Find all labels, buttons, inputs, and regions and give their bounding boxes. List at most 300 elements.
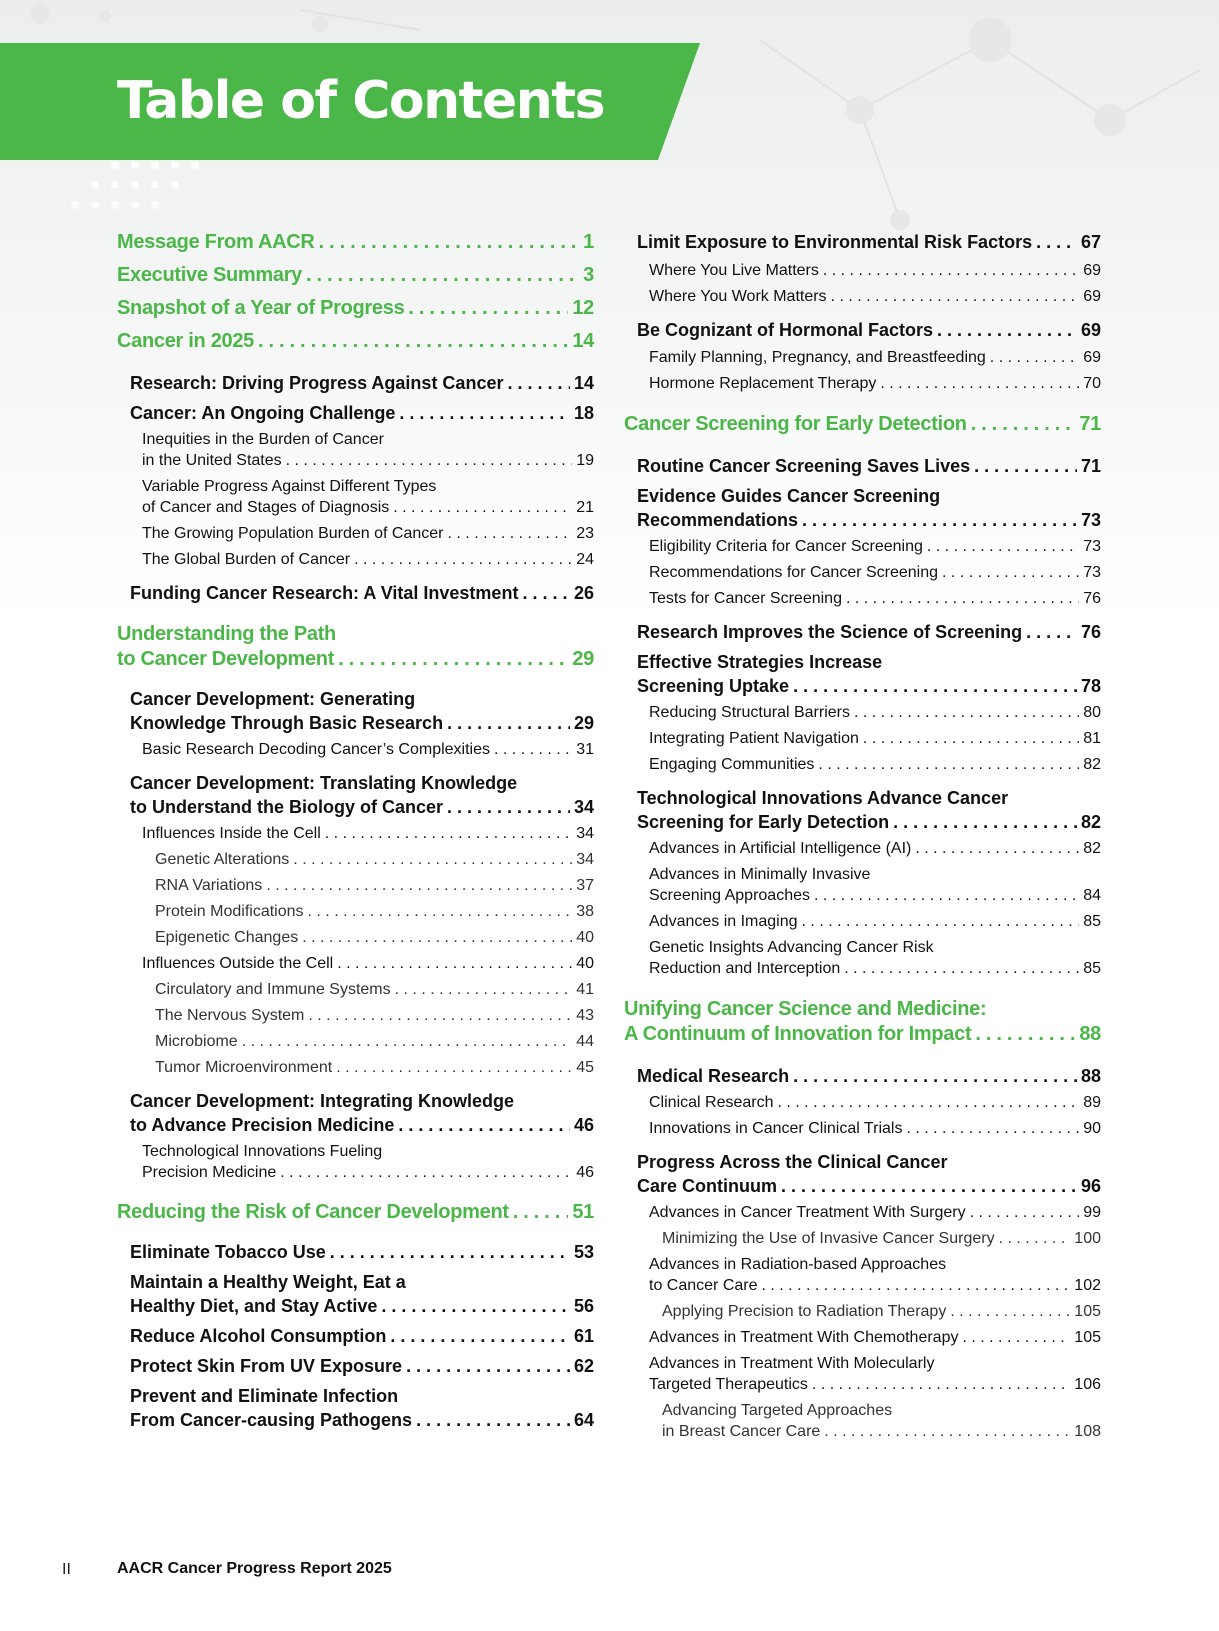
toc-entry[interactable] xyxy=(142,823,594,844)
toc-entry-row xyxy=(637,620,1101,644)
dot-leader xyxy=(854,702,1079,723)
toc-entry-page: 37 xyxy=(576,877,594,894)
toc-entry-row xyxy=(662,1421,1101,1442)
toc-right-column xyxy=(624,230,1101,1442)
toc-entry[interactable] xyxy=(649,864,1101,906)
dot-leader xyxy=(1026,620,1077,644)
toc-entry-title: Applying Precision to Radiation Therapy xyxy=(662,1303,947,1320)
toc-entry-title: Advances in Cancer Treatment With Surgery xyxy=(649,1204,966,1221)
toc-entry[interactable] xyxy=(624,412,1101,437)
toc-entry-page: 34 xyxy=(576,825,594,842)
toc-entry-title: Executive Summary xyxy=(117,264,302,286)
toc-entry-title: Be Cognizant of Hormonal Factors xyxy=(637,320,934,340)
dot-leader xyxy=(447,795,570,819)
toc-entry-title-line1: Cancer Development: Translating Knowledge xyxy=(130,773,518,793)
footer-page-number: II xyxy=(62,1561,71,1578)
toc-entry-row xyxy=(637,1064,1101,1088)
dot-leader xyxy=(831,286,1080,307)
dot-leader xyxy=(258,329,568,354)
toc-entry-page: 34 xyxy=(576,851,594,868)
dot-leader xyxy=(818,754,1079,775)
toc-entry[interactable] xyxy=(637,786,1101,834)
toc-entry-row xyxy=(155,1031,594,1052)
dot-leader xyxy=(447,711,570,735)
dot-leader xyxy=(781,1174,1077,1198)
dot-leader xyxy=(507,371,570,395)
toc-entry-row xyxy=(142,450,594,471)
toc-entry-row xyxy=(130,1324,594,1348)
toc-entry-title-line1: Unifying Cancer Science and Medicine: xyxy=(624,998,987,1020)
toc-entry-title-line1: Evidence Guides Cancer Screening xyxy=(637,486,941,506)
dot-leader xyxy=(915,838,1079,859)
toc-entry-title: Precision Medicine xyxy=(142,1164,277,1181)
toc-entry-title: Message From AACR xyxy=(117,231,315,253)
toc-entry-title: Care Continuum xyxy=(637,1176,778,1196)
toc-entry-title: Cancer in 2025 xyxy=(117,330,254,352)
dot-leader xyxy=(306,263,579,288)
toc-entry-row xyxy=(142,823,594,844)
toc-entry[interactable] xyxy=(155,901,594,922)
toc-entry-title: Medical Research xyxy=(637,1066,790,1086)
toc-entry-row xyxy=(142,549,594,570)
toc-entry[interactable] xyxy=(130,687,594,735)
toc-entry[interactable] xyxy=(130,1089,594,1137)
dot-leader xyxy=(302,927,572,948)
toc-entry-title: Where You Work Matters xyxy=(649,288,827,305)
toc-entry-page: 14 xyxy=(572,330,594,352)
toc-entry[interactable] xyxy=(142,1141,594,1183)
toc-entry-page: 69 xyxy=(1083,288,1101,305)
toc-entry-row xyxy=(649,728,1101,749)
toc-entry-title-line1: Advances in Radiation-based Approaches xyxy=(649,1256,947,1273)
dot-leader xyxy=(927,536,1079,557)
toc-entry[interactable] xyxy=(637,318,1101,342)
toc-entry-title-line1: Prevent and Eliminate Infection xyxy=(130,1386,399,1406)
toc-entry-title: Where You Live Matters xyxy=(649,262,819,279)
toc-entry-title: A Continuum of Innovation for Impact xyxy=(624,1023,972,1045)
toc-entry[interactable] xyxy=(130,1354,594,1378)
toc-entry-row xyxy=(649,286,1101,307)
toc-entry-row xyxy=(624,412,1101,437)
toc-entry[interactable] xyxy=(649,1327,1101,1348)
dot-leader xyxy=(338,647,568,672)
toc-entry-title: Cancer: An Ongoing Challenge xyxy=(130,403,396,423)
toc-entry-page: 85 xyxy=(1083,960,1101,977)
toc-entry-page: 96 xyxy=(1080,1176,1101,1196)
toc-entry-page: 1 xyxy=(583,231,594,253)
toc-entry-title: Microbiome xyxy=(155,1033,238,1050)
toc-entry[interactable] xyxy=(130,401,594,425)
toc-entry[interactable] xyxy=(649,347,1101,368)
toc-entry-title: Research: Driving Progress Against Cancer xyxy=(130,373,504,393)
toc-entry-title: in the United States xyxy=(142,452,282,469)
toc-entry-row xyxy=(637,674,1101,698)
toc-entry-page: 41 xyxy=(576,981,594,998)
toc-entry[interactable] xyxy=(649,702,1101,723)
toc-entry[interactable] xyxy=(649,754,1101,775)
toc-entry-title: to Understand the Biology of Cancer xyxy=(130,797,444,817)
toc-entry-page: 105 xyxy=(1074,1303,1101,1320)
dot-leader xyxy=(242,1031,573,1052)
toc-entry-title: in Breast Cancer Care xyxy=(662,1423,821,1440)
toc-entry-title: Protect Skin From UV Exposure xyxy=(130,1356,403,1376)
toc-entry-page: 62 xyxy=(573,1356,594,1376)
toc-entry-title: Recommendations for Cancer Screening xyxy=(649,564,939,581)
toc-entry-page: 90 xyxy=(1083,1120,1101,1137)
toc-entry[interactable] xyxy=(117,296,594,321)
toc-entry[interactable] xyxy=(117,622,594,672)
toc-entry-title-line1: Technological Innovations Fueling xyxy=(142,1143,383,1160)
toc-entry-title: to Advance Precision Medicine xyxy=(130,1115,395,1135)
toc-entry[interactable] xyxy=(130,371,594,395)
dot-leader xyxy=(319,230,580,255)
toc-entry-title: RNA Variations xyxy=(155,877,263,894)
dot-leader xyxy=(308,1005,572,1026)
toc-entry-title: Reduce Alcohol Consumption xyxy=(130,1326,387,1346)
toc-entry[interactable] xyxy=(649,1202,1101,1223)
toc-entry-row xyxy=(649,536,1101,557)
toc-entry-title: Epigenetic Changes xyxy=(155,929,299,946)
toc-entry-page: 78 xyxy=(1080,676,1101,696)
toc-entry-title: Research Improves the Science of Screening xyxy=(637,622,1023,642)
toc-entry[interactable] xyxy=(649,588,1101,609)
toc-entry-title: Engaging Communities xyxy=(649,756,815,773)
toc-entry-title: Screening Approaches xyxy=(649,887,810,904)
toc-entry-title: Circulatory and Immune Systems xyxy=(155,981,391,998)
toc-entry[interactable] xyxy=(649,1353,1101,1395)
toc-entry-row xyxy=(155,849,594,870)
toc-entry-page: 40 xyxy=(576,929,594,946)
toc-entry-page: 38 xyxy=(576,903,594,920)
dot-leader xyxy=(280,1162,572,1183)
toc-entry-page: 51 xyxy=(572,1201,594,1223)
toc-entry-row xyxy=(649,754,1101,775)
toc-entry[interactable] xyxy=(142,523,594,544)
toc-entry-page: 64 xyxy=(573,1410,594,1430)
toc-entry[interactable] xyxy=(624,997,1101,1047)
toc-entry-title: Recommendations xyxy=(637,510,799,530)
dot-leader xyxy=(793,1064,1077,1088)
page-title: Table of Contents xyxy=(117,71,605,131)
toc-entry-row xyxy=(649,885,1101,906)
toc-entry[interactable] xyxy=(155,927,594,948)
toc-entry-row xyxy=(649,1275,1101,1296)
toc-entry-row xyxy=(637,230,1101,254)
toc-entry-row xyxy=(649,1118,1101,1139)
toc-entry-row xyxy=(649,373,1101,394)
toc-entry[interactable] xyxy=(662,1228,1101,1249)
toc-entry-page: 69 xyxy=(1083,262,1101,279)
toc-entry-page: 108 xyxy=(1074,1423,1101,1440)
dot-leader xyxy=(354,549,572,570)
dot-leader xyxy=(823,260,1079,281)
dot-leader xyxy=(950,1301,1070,1322)
dot-leader xyxy=(844,958,1079,979)
toc-entry[interactable] xyxy=(155,979,594,1000)
dot-leader xyxy=(962,1327,1070,1348)
toc-entry-row xyxy=(130,795,594,819)
toc-entry-title: Clinical Research xyxy=(649,1094,774,1111)
dot-leader xyxy=(393,497,572,518)
dot-leader xyxy=(974,454,1077,478)
toc-entry-title: to Cancer Development xyxy=(117,648,335,670)
toc-entry-page: 61 xyxy=(573,1326,594,1346)
toc-entry-row xyxy=(117,647,594,672)
toc-entry-row xyxy=(624,1022,1101,1047)
toc-entry-page: 19 xyxy=(576,452,594,469)
dot-leader xyxy=(942,562,1079,583)
toc-entry-title-line1: Advances in Treatment With Molecularly xyxy=(649,1355,935,1372)
toc-entry[interactable] xyxy=(649,1118,1101,1139)
toc-entry[interactable] xyxy=(117,1200,594,1225)
dot-leader xyxy=(990,347,1079,368)
toc-entry-page: 73 xyxy=(1080,510,1101,530)
toc-entry-row xyxy=(649,588,1101,609)
toc-entry[interactable] xyxy=(649,937,1101,979)
toc-entry-row xyxy=(130,1354,594,1378)
dot-leader xyxy=(970,1202,1080,1223)
toc-entry[interactable] xyxy=(117,329,594,354)
toc-entry-page: 82 xyxy=(1080,812,1101,832)
toc-entry[interactable] xyxy=(649,373,1101,394)
toc-entry-page: 76 xyxy=(1083,590,1101,607)
toc-entry-title: Reduction and Interception xyxy=(649,960,841,977)
toc-entry[interactable] xyxy=(155,1005,594,1026)
toc-entry-title: Reducing the Risk of Cancer Development xyxy=(117,1201,509,1223)
toc-entry[interactable] xyxy=(662,1301,1101,1322)
toc-entry-title: Tests for Cancer Screening xyxy=(649,590,842,607)
dot-leader xyxy=(286,450,573,471)
toc-entry-row xyxy=(649,838,1101,859)
toc-entry-title-line1: Genetic Insights Advancing Cancer Risk xyxy=(649,939,934,956)
toc-entry-row xyxy=(649,562,1101,583)
toc-entry-title: Snapshot of a Year of Progress xyxy=(117,297,405,319)
toc-entry-row xyxy=(155,901,594,922)
toc-entry-title-line1: Cancer Development: Integrating Knowledge xyxy=(130,1091,515,1111)
toc-entry-page: 40 xyxy=(576,955,594,972)
dot-leader xyxy=(416,1408,570,1432)
toc-entry-row xyxy=(649,1092,1101,1113)
toc-entry-row xyxy=(130,711,594,735)
toc-entry[interactable] xyxy=(637,454,1101,478)
toc-entry-title-line1: Cancer Development: Generating xyxy=(130,689,416,709)
dot-leader xyxy=(522,581,570,605)
dot-leader xyxy=(325,823,572,844)
toc-entry-title: Hormone Replacement Therapy xyxy=(649,375,877,392)
toc-entry-page: 12 xyxy=(572,297,594,319)
dot-leader xyxy=(846,588,1079,609)
toc-entry[interactable] xyxy=(155,849,594,870)
toc-entry[interactable] xyxy=(142,549,594,570)
dot-leader xyxy=(336,1057,572,1078)
toc-entry[interactable] xyxy=(142,429,594,471)
dot-leader xyxy=(824,1421,1070,1442)
toc-entry[interactable] xyxy=(637,484,1101,532)
toc-entry-page: 23 xyxy=(576,525,594,542)
dot-leader xyxy=(762,1275,1071,1296)
toc-entry-title: Eligibility Criteria for Cancer Screening xyxy=(649,538,923,555)
toc-entry[interactable] xyxy=(662,1400,1101,1442)
toc-entry-page: 88 xyxy=(1079,1023,1101,1045)
toc-entry-row xyxy=(130,1294,594,1318)
toc-entry-title: Family Planning, Pregnancy, and Breastfeeding xyxy=(649,349,986,366)
toc-entry-page: 29 xyxy=(573,713,594,733)
toc-entry-page: 70 xyxy=(1083,375,1101,392)
toc-entry-title: of Cancer and Stages of Diagnosis xyxy=(142,499,390,516)
toc-entry-page: 56 xyxy=(573,1296,594,1316)
toc-entry-title-line1: Technological Innovations Advance Cancer xyxy=(637,788,1009,808)
dot-leader xyxy=(863,728,1079,749)
toc-entry-title-line1: Advancing Targeted Approaches xyxy=(662,1402,893,1419)
toc-entry-page: 24 xyxy=(576,551,594,568)
toc-entry-title-line1: Effective Strategies Increase xyxy=(637,652,883,672)
toc-entry-title: Funding Cancer Research: A Vital Investment xyxy=(130,583,519,603)
toc-entry-row xyxy=(649,260,1101,281)
toc-entry-title: Tumor Microenvironment xyxy=(155,1059,333,1076)
toc-entry-page: 73 xyxy=(1083,564,1101,581)
dot-leader xyxy=(398,1113,570,1137)
toc-entry[interactable] xyxy=(130,1384,594,1432)
dot-leader xyxy=(448,523,573,544)
toc-entry-row xyxy=(155,979,594,1000)
toc-entry-row xyxy=(130,371,594,395)
toc-entry[interactable] xyxy=(142,953,594,974)
toc-entry[interactable] xyxy=(130,1270,594,1318)
toc-entry-row xyxy=(637,1174,1101,1198)
toc-entry-row xyxy=(649,911,1101,932)
dot-leader xyxy=(293,849,572,870)
toc-entry-row xyxy=(637,318,1101,342)
dot-leader xyxy=(802,508,1077,532)
toc-entry[interactable] xyxy=(649,536,1101,557)
toc-entry-title: Basic Research Decoding Cancer’s Complexities xyxy=(142,741,491,758)
toc-entry-row xyxy=(117,230,594,255)
toc-entry-row xyxy=(662,1301,1101,1322)
dot-leader xyxy=(971,412,1076,437)
toc-entry-page: 43 xyxy=(576,1007,594,1024)
toc-entry-page: 100 xyxy=(1074,1230,1101,1247)
toc-left-column xyxy=(117,230,594,1432)
dot-leader xyxy=(1036,230,1077,254)
toc-entry-row xyxy=(155,1057,594,1078)
toc-entry-title: Integrating Patient Navigation xyxy=(649,730,859,747)
dot-leader xyxy=(381,1294,570,1318)
dot-leader xyxy=(390,1324,570,1348)
toc-entry[interactable] xyxy=(649,728,1101,749)
toc-entry-title: Minimizing the Use of Invasive Cancer Surgery xyxy=(662,1230,995,1247)
toc-entry-title: The Growing Population Burden of Cancer xyxy=(142,525,444,542)
toc-entry[interactable] xyxy=(637,620,1101,644)
toc-entry-page: 44 xyxy=(576,1033,594,1050)
toc-entry[interactable] xyxy=(130,581,594,605)
dot-leader xyxy=(778,1092,1080,1113)
toc-entry-row xyxy=(649,347,1101,368)
toc-entry-row xyxy=(637,454,1101,478)
toc-entry-row xyxy=(117,296,594,321)
toc-entry-page: 18 xyxy=(573,403,594,423)
toc-entry-page: 89 xyxy=(1083,1094,1101,1111)
toc-entry-page: 26 xyxy=(573,583,594,603)
toc-entry[interactable] xyxy=(649,562,1101,583)
toc-entry-row xyxy=(117,329,594,354)
toc-entry[interactable] xyxy=(142,739,594,760)
toc-entry-row xyxy=(649,1202,1101,1223)
toc-entry[interactable] xyxy=(649,838,1101,859)
toc-entry-title: Protein Modifications xyxy=(155,903,304,920)
toc-entry-title: to Cancer Care xyxy=(649,1277,758,1294)
toc-entry[interactable] xyxy=(637,1064,1101,1088)
toc-entry[interactable] xyxy=(130,1240,594,1264)
toc-entry-title: Screening for Early Detection xyxy=(637,812,890,832)
toc-entry-page: 102 xyxy=(1074,1277,1101,1294)
toc-entry-row xyxy=(117,1200,594,1225)
toc-entry-title-line1: Understanding the Path xyxy=(117,623,336,645)
toc-entry-page: 14 xyxy=(573,373,594,393)
toc-entry[interactable] xyxy=(649,1092,1101,1113)
toc-entry-title: Advances in Artificial Intelligence (AI) xyxy=(649,840,912,857)
toc-entry-row xyxy=(130,1240,594,1264)
dot-leader xyxy=(893,810,1077,834)
toc-entry[interactable] xyxy=(155,1057,594,1078)
toc-entry-title: From Cancer-causing Pathogens xyxy=(130,1410,413,1430)
toc-entry-row xyxy=(117,263,594,288)
toc-entry-page: 85 xyxy=(1083,913,1101,930)
dot-leader xyxy=(494,739,572,760)
dot-leader xyxy=(999,1228,1071,1249)
toc-entry-title-line1: Variable Progress Against Different Types xyxy=(142,478,437,495)
toc-entry-page: 29 xyxy=(572,648,594,670)
toc-entry-title: Screening Uptake xyxy=(637,676,790,696)
toc-entry-page: 76 xyxy=(1080,622,1101,642)
toc-entry[interactable] xyxy=(130,1324,594,1348)
toc-entry-title-line1: Maintain a Healthy Weight, Eat a xyxy=(130,1272,406,1292)
dot-leader xyxy=(330,1240,570,1264)
toc-entry[interactable] xyxy=(649,911,1101,932)
dot-leader xyxy=(513,1200,569,1225)
toc-entry-title: Advances in Treatment With Chemotherapy xyxy=(649,1329,959,1346)
toc-entry-row xyxy=(155,927,594,948)
toc-entry-row xyxy=(649,958,1101,979)
toc-entry-row xyxy=(130,1408,594,1432)
toc-entry-page: 73 xyxy=(1083,538,1101,555)
toc-entry[interactable] xyxy=(649,260,1101,281)
toc-entry[interactable] xyxy=(637,230,1101,254)
dot-leader xyxy=(937,318,1077,342)
toc-entry[interactable] xyxy=(142,476,594,518)
toc-entry-page: 46 xyxy=(573,1115,594,1135)
toc-entry-page: 84 xyxy=(1083,887,1101,904)
dot-leader xyxy=(802,911,1080,932)
toc-entry[interactable] xyxy=(117,263,594,288)
toc-entry[interactable] xyxy=(130,771,594,819)
toc-entry-title: Innovations in Cancer Clinical Trials xyxy=(649,1120,903,1137)
toc-entry[interactable] xyxy=(155,1031,594,1052)
toc-entry[interactable] xyxy=(649,1254,1101,1296)
toc-entry-title-line1: Advances in Minimally Invasive xyxy=(649,866,871,883)
toc-entry[interactable] xyxy=(155,875,594,896)
toc-entry-page: 106 xyxy=(1074,1376,1101,1393)
toc-entry[interactable] xyxy=(637,1150,1101,1198)
toc-entry[interactable] xyxy=(649,286,1101,307)
dot-leader xyxy=(975,1022,1075,1047)
toc-entry[interactable] xyxy=(637,650,1101,698)
toc-entry-title: Reducing Structural Barriers xyxy=(649,704,850,721)
dot-leader xyxy=(880,373,1079,394)
toc-entry[interactable] xyxy=(117,230,594,255)
toc-entry-title: Knowledge Through Basic Research xyxy=(130,713,444,733)
dot-leader xyxy=(793,674,1077,698)
toc-entry-row xyxy=(130,1113,594,1137)
